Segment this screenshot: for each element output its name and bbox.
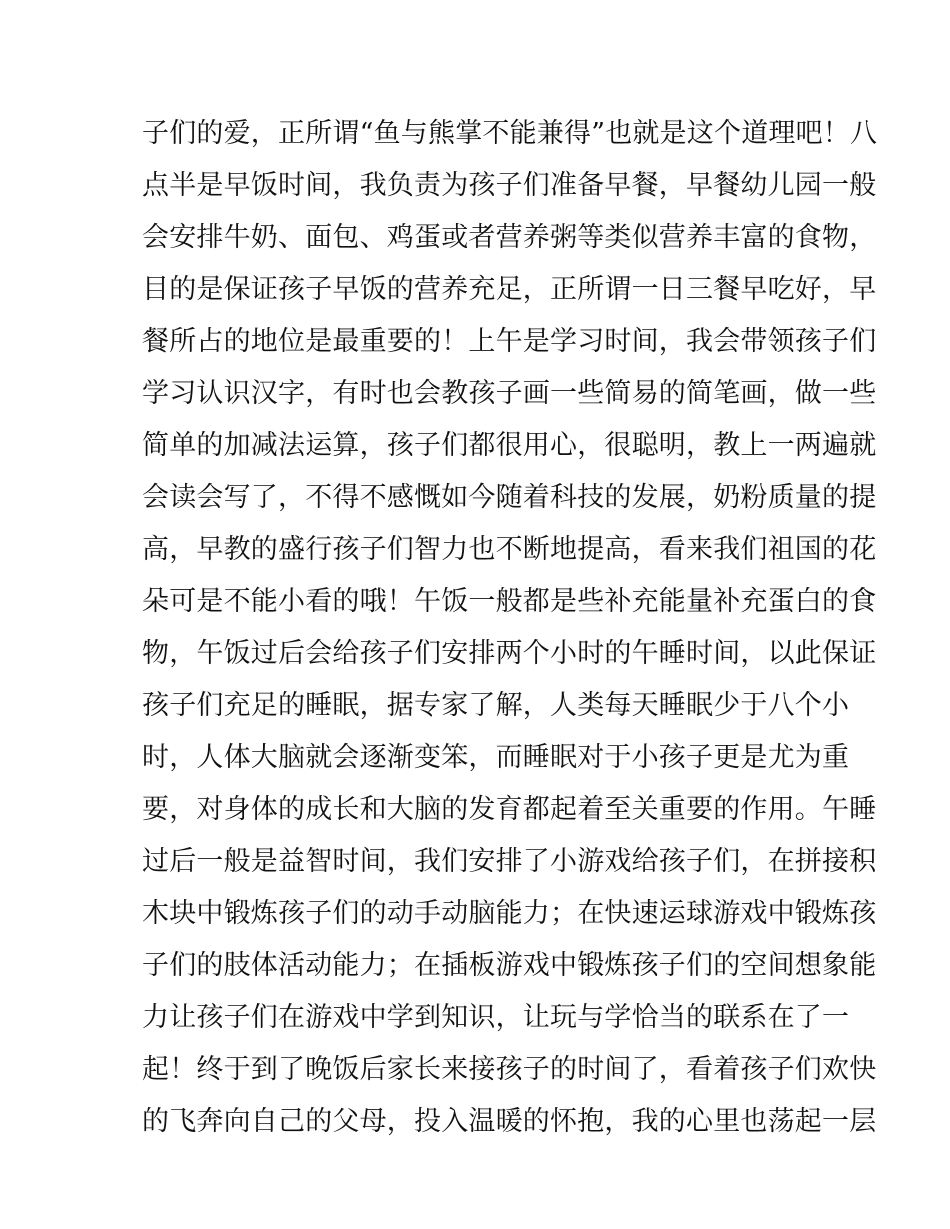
text-line: 朵可是不能小看的哦！午饭一般都是些补充能量补充蛋白的食	[142, 586, 877, 617]
text-line: 过后一般是益智时间，我们安排了小游戏给孩子们，在拼接积	[142, 846, 877, 877]
text-line: 物，午饭过后会给孩子们安排两个小时的午睡时间，以此保证	[142, 638, 877, 669]
text-line: 目的是保证孩子早饭的营养充足，正所谓一日三餐早吃好，早	[142, 274, 877, 305]
text-line: 时，人体大脑就会逐渐变笨，而睡眠对于小孩子更是尤为重	[142, 742, 850, 773]
text-line: 木块中锻炼孩子们的动手动脑能力；在快速运球游戏中锻炼孩	[142, 898, 877, 929]
text-line: 起！终于到了晚饭后家长来接孩子的时间了，看着孩子们欢快	[142, 1054, 877, 1085]
text-line: 子们的肢体活动能力；在插板游戏中锻炼孩子们的空间想象能	[142, 950, 877, 981]
body-text	[142, 108, 878, 1148]
text-line: 学习认识汉字，有时也会教孩子画一些简易的简笔画，做一些	[142, 378, 877, 409]
text-line: 高，早教的盛行孩子们智力也不断地提高，看来我们祖国的花	[142, 534, 877, 565]
text-line: 要，对身体的成长和大脑的发育都起着至关重要的作用。午睡	[142, 794, 877, 825]
text-line: 孩子们充足的睡眠，据专家了解，人类每天睡眠少于八个小	[142, 690, 850, 721]
text-line: 子们的爱，正所谓“鱼与熊掌不能兼得”也就是这个道理吧！八	[142, 118, 878, 149]
text-line: 点半是早饭时间，我负责为孩子们准备早餐，早餐幼儿园一般	[142, 170, 877, 201]
text-line: 会读会写了，不得不感慨如今随着科技的发展，奶粉质量的提	[142, 482, 877, 513]
text-line: 简单的加减法运算，孩子们都很用心，很聪明，教上一两遍就	[142, 430, 877, 461]
text-line: 的飞奔向自己的父母，投入温暖的怀抱，我的心里也荡起一层	[142, 1106, 877, 1137]
text-line: 餐所占的地位是最重要的！上午是学习时间，我会带领孩子们	[142, 326, 877, 357]
text-line: 力让孩子们在游戏中学到知识，让玩与学恰当的联系在了一	[142, 1002, 850, 1033]
text-line: 会安排牛奶、面包、鸡蛋或者营养粥等类似营养丰富的食物，	[142, 222, 877, 253]
